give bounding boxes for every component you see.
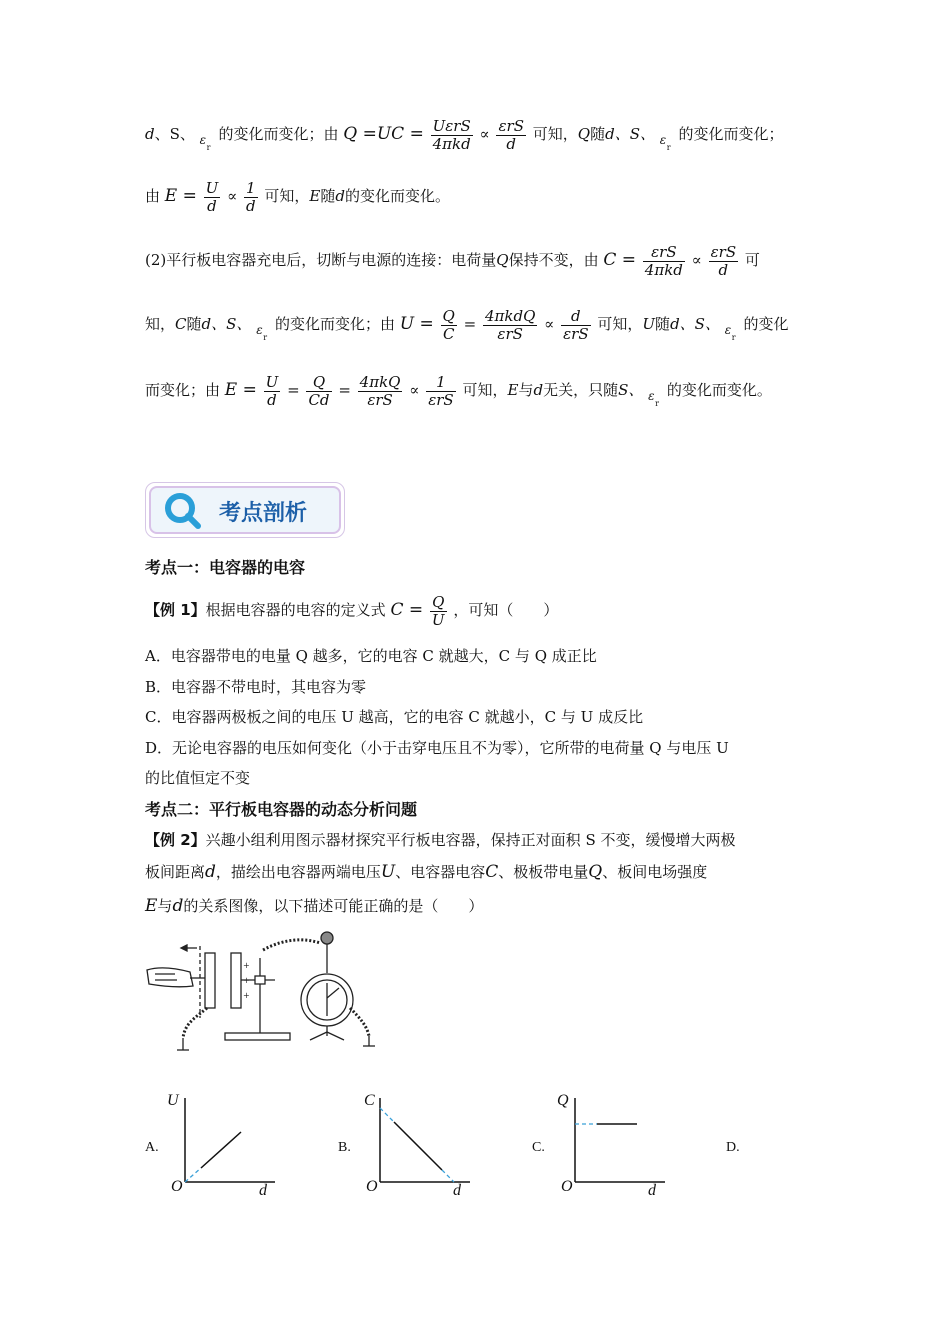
fraction: $\frac{\text{εrS}}{\text{4πkd}}$ — [644, 243, 683, 279]
option-b[interactable]: B．电容器不带电时，其电容为零 — [145, 678, 367, 696]
graph-b-xlabel: d — [453, 1182, 461, 1199]
epsilon-r-symbol — [200, 133, 214, 153]
option-c-label[interactable]: C. — [532, 1140, 545, 1155]
svg-text:+: + — [243, 961, 250, 970]
example-2-line-2: 板间距离d，描绘出电容器两端电压U、电容器电容C、极板带电量Q、板间电场强度 — [145, 862, 708, 882]
epsilon-r-symbol — [648, 389, 662, 409]
formula-line-1: d、S、 ε r 的变化而变化；由 Q =UC = $\frac{\text{UεrS}}{\text{4πkd}}$ ∝ $\frac{\text{εrS}}{d}$ 可知，Q随d、S、 ε r 的变化而变化； — [145, 118, 784, 166]
option-a[interactable]: A．电容器带电的电量 Q 越多，它的电容 C 就越大，C 与 Q 成正比 — [145, 647, 597, 665]
fraction: $\frac{Q}{C}$ — [442, 307, 455, 343]
capacitor-apparatus-illustration — [145, 928, 385, 1058]
svg-text:+: + — [243, 991, 250, 1000]
formula-line-5: 而变化；由 E = $\frac{U}{d}$ = $\frac{Q}{Cd}$ = $\frac{\text{4πkQ}}{\text{εrS}}$ ∝ $\frac{1}{\text{εrS}}$ 可知，E与d无关，只随S、 ε r 的变化而变化。 — [145, 374, 772, 409]
epsilon-r-symbol — [725, 323, 739, 343]
option-d[interactable]: D．无论电容器的电压如何变化（小于击穿电压且不为零），它所带的电荷量 Q 与电压 U — [145, 739, 729, 757]
fraction: $\frac{\text{UεrS}}{\text{4πkd}}$ — [432, 117, 471, 153]
graph-a-xlabel: d — [259, 1182, 267, 1199]
graph-b — [360, 1090, 480, 1200]
graph-a — [165, 1090, 285, 1200]
graph-c — [555, 1090, 675, 1200]
graph-a-origin: O — [171, 1178, 183, 1195]
fraction: $\frac{d}{\text{εrS}}$ — [563, 307, 589, 343]
option-a-label[interactable]: A. — [145, 1140, 159, 1155]
formula-line-2: 由 E = $\frac{U}{d}$ ∝ $\frac{1}{d}$ 可知，E随d的变化而变化。 — [145, 179, 451, 215]
fraction: $\frac{\text{εrS}}{d}$ — [498, 117, 524, 153]
graph-b-origin: O — [366, 1178, 378, 1195]
graph-c-xlabel: d — [648, 1182, 656, 1199]
fraction: $\frac{\text{εrS}}{d}$ — [710, 243, 737, 279]
fraction: $\frac{1}{d}$ — [246, 179, 256, 215]
example-2-line-3: E与d的关系图像，以下描述可能正确的是（ ） — [145, 896, 484, 916]
formula-line-4: 知，C随d、S、 ε r 的变化而变化；由 U = $\frac{Q}{C}$ = $\frac{\text{4πkdQ}}{\text{εrS}}$ ∝ $\frac{d}{\text{εrS}}$ 可知，U随d、S、 ε r 的变化 — [145, 308, 789, 343]
fraction: $\frac{\text{4πkdQ}}{\text{εrS}}$ — [484, 307, 536, 343]
fraction: $\frac{U}{d}$ — [265, 373, 279, 409]
fraction: $\frac{1}{\text{εrS}}$ — [428, 373, 454, 409]
graph-b-ylabel: C — [364, 1092, 375, 1109]
epsilon-r-symbol — [256, 323, 270, 343]
section-heading: 考点二：平行板电容器的动态分析问题 — [145, 800, 418, 819]
fraction: $\frac{Q}{Cd}$ — [308, 373, 330, 409]
graph-a-ylabel: U — [167, 1092, 179, 1109]
badge-title: 考点剖析 — [219, 501, 308, 526]
epsilon-r-symbol — [660, 133, 674, 153]
svg-text:+: + — [243, 976, 250, 985]
section-heading: 考点一：电容器的电容 — [145, 558, 306, 577]
fraction: $\frac{Q}{U}$ — [431, 593, 445, 629]
option-c[interactable]: C．电容器两极板之间的电压 U 越高，它的电容 C 就越小，C 与 U 成反比 — [145, 708, 644, 726]
option-d-continued: 的比值恒定不变 — [145, 769, 251, 787]
fraction: $\frac{\text{4πkQ}}{\text{εrS}}$ — [359, 373, 401, 409]
fraction: $\frac{U}{d}$ — [205, 179, 219, 215]
graph-c-origin: O — [561, 1178, 573, 1195]
option-b-label[interactable]: B. — [338, 1140, 351, 1155]
formula-line-3: (2)平行板电容器充电后，切断与电源的连接：电荷量Q保持不变，由 C = $\frac{\text{εrS}}{\text{4πkd}}$ ∝ $\frac{\text{εrS}}{d}$ 可 — [145, 243, 760, 279]
graph-c-ylabel: Q — [557, 1092, 569, 1109]
example-1-question: 【例 1】根据电容器的电容的定义式 C = $\frac{Q}{U}$ ，可知（ ） — [145, 593, 559, 629]
magnifier-icon — [163, 491, 203, 531]
option-d-label[interactable]: D. — [726, 1140, 740, 1155]
example-2-line-1: 【例 2】兴趣小组利用图示器材探究平行板电容器，保持正对面积 S 不变，缓慢增大两极 — [145, 831, 736, 849]
section-badge — [145, 482, 345, 538]
